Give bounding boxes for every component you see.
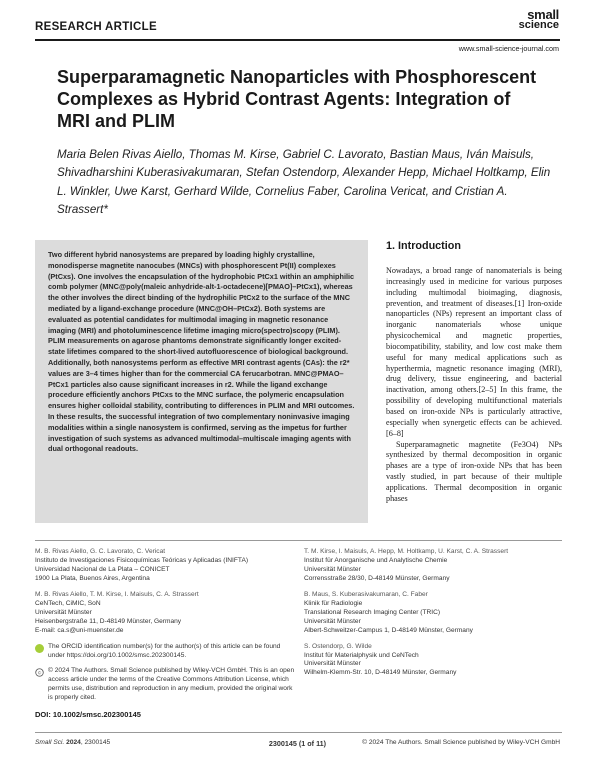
affiliation-block — [304, 548, 564, 584]
footer-year: 2024 — [66, 739, 81, 746]
affiliation-line: Universität Münster — [304, 660, 361, 668]
footer-citation: Small Sci. 2024, 2300145 — [35, 739, 111, 746]
affiliation-authors: T. M. Kirse, I. Maisuls, A. Hepp, M. Holtkamp, U. Karst, C. A. Strassert — [304, 548, 509, 555]
journal-logo-line2: science — [518, 19, 559, 31]
affiliation-line: Universidad Nacional de La Plata – CONICET — [35, 565, 170, 573]
affiliation-line: CeNTech, CiMIC, SoN — [35, 599, 101, 607]
footer-article-number: 2300145 — [84, 739, 111, 746]
abstract-box — [35, 240, 368, 523]
affiliation-authors: B. Maus, S. Kuberasivakumaran, C. Faber — [304, 590, 428, 598]
affiliation-block — [304, 643, 564, 679]
abstract-text: Two different hybrid nanosystems are prepared by loading highly crystalline, monodisperse magnetite nanocubes (MNCs) with phosphorescent Pt(II) complexes (PtCxs). One involves the encapsulation of the hydrophobic PtCx1 within an amphiphilic comb polymer (MNC@poly(maleic anhydride-alt-1-octadecene)[PMAO]–PtCx1), whereas the other involves the direct binding of the hydrophilic PtCx2 to the surface of the MNC mediated by a ligand-exchange procedure (MNC@OH–PtCx2). Both systems are evaluated as potential candidates for multimodal imaging in magnetic resonance imaging (MRI) and photoluminescence lifetime imaging micro(spectro)scopy (PLIM). PLIM measurements on agarose phantoms demonstrate significantly longer excited-state lifetimes compared to the short-lived autofluorescence of biological background. Additionally, both nanosystems perform as effective MRI contrast agents (CAs): the r2* values are 3–4 times higher than for the commercial CA ferucarbotran. MNC@PMAO–PtCx1 particles also cause significant increases in r2. While the ligand exchange procedure efficiently anchors PtCxs to the MNC surface, the polymeric encapsulation ensures higher colloidal stability, contributing to differences in PLIM and MRI outcomes. In these results, the successful integration of two complementary noninvasive imaging modalities within a single nanosystem is confirmed, serving as the impetus for further investigation of such systems as advanced multimodal–multiscale imaging agents with dual orthogonal readouts. — [48, 250, 355, 454]
journal-url-link[interactable]: www.small-science-journal.com — [458, 44, 559, 53]
orcid-note — [35, 643, 297, 661]
affiliation-block — [35, 548, 297, 584]
introduction-body — [386, 266, 562, 505]
introduction-heading: 1. Introduction — [386, 240, 461, 252]
footer-rule — [35, 732, 562, 733]
header-rule — [35, 39, 560, 41]
affiliation-line: Universität Münster — [304, 565, 361, 573]
affiliation-line: Institut für Materialphysik und CeNTech — [304, 651, 419, 659]
affiliation-line: Corrensstraße 28/30, D-48149 Münster, Germany — [304, 574, 450, 582]
orcid-icon — [35, 644, 44, 653]
footer-page-number: 2300145 (1 of 11) — [268, 739, 327, 748]
open-access-icon — [35, 668, 44, 677]
affiliation-line: Wilhelm-Klemm-Str. 10, D-48149 Münster, Germany — [304, 669, 457, 677]
article-title: Superparamagnetic Nanoparticles with Phosphorescent Complexes as Hybrid Contrast Agents: Integration of MRI and PLIM — [57, 67, 537, 131]
affiliation-line: Translational Research Imaging Center (TRIC) — [304, 608, 441, 616]
affiliation-block — [304, 591, 564, 636]
license-note-text: © 2024 The Authors. Small Science published by Wiley-VCH GmbH. This is an open access article under the terms of the Creative Commons Attribution License, which permits use, distribution and reproduction in any medium, provided the original work is properly cited. — [48, 667, 295, 702]
affiliation-line: Institut für Anorganische und Analytische Chemie — [304, 556, 448, 564]
journal-logo-line1: small — [527, 7, 559, 22]
affiliation-authors: M. B. Rivas Aiello, G. C. Lavorato, C. Vericat — [35, 548, 166, 555]
affiliation-line: Instituto de Investigaciones Fisicoquímicas Teóricas y Aplicadas (INIFTA) — [35, 556, 249, 564]
affiliation-authors: M. B. Rivas Aiello, T. M. Kirse, I. Maisuls, C. A. Strassert — [35, 590, 199, 598]
svg-text:©: © — [37, 670, 42, 676]
article-type-label: RESEARCH ARTICLE — [35, 21, 157, 33]
affiliation-line: Universität Münster — [304, 617, 361, 625]
affiliation-line: Universität Münster — [35, 608, 92, 616]
author-list: Maria Belen Rivas Aiello, Thomas M. Kirse, Gabriel C. Lavorato, Bastian Maus, Iván Maisuls, Shivadharshini Kuberasivakumaran, Stefan Ostendorp, Alexander Hepp, Michael Holtkamp, Elin L. Winkler, Uwe Karst, Gerhard Wilde, Cornelius Faber, Carolina Vericat, and Cristian A. Strassert* — [57, 148, 551, 216]
contact-email-link[interactable]: E-mail: ca.s@uni-muenster.de — [35, 626, 124, 634]
license-note — [35, 667, 297, 703]
journal-logo — [519, 8, 559, 31]
affiliation-line: Heisenbergstraße 11, D-48149 Münster, Germany — [35, 617, 182, 625]
footer-journal: Small Sci. — [35, 739, 65, 746]
orcid-note-text[interactable]: The ORCID identification number(s) for the author(s) of this article can be found under https://doi.org/10.1002/smsc.202300145. — [48, 642, 281, 659]
affiliation-line: Albert-Schweitzer-Campus 1, D-48149 Münster, Germany — [304, 626, 473, 634]
affiliation-line: Klinik für Radiologie — [304, 599, 363, 607]
affiliations-divider — [35, 540, 562, 541]
affiliations-left-column — [35, 548, 297, 720]
introduction-paragraph-2: Superparamagnetic magnetite (Fe3O4) NPs synthesized by thermal decomposition in organic phases are a type of iron-oxide NPs that has been vastly studied, in part because of their multiple applications. Thermal decomposition in organic phases — [386, 439, 562, 503]
footer-copyright: © 2024 The Authors. Small Science published by Wiley-VCH GmbH — [362, 739, 560, 746]
doi-label[interactable]: DOI: 10.1002/smsc.202300145 — [35, 710, 141, 720]
affiliation-authors: S. Ostendorp, G. Wilde — [304, 642, 372, 650]
affiliations-right-column — [304, 548, 564, 685]
affiliation-block — [35, 591, 297, 636]
affiliation-line: 1900 La Plata, Buenos Aires, Argentina — [35, 574, 150, 582]
introduction-paragraph-1: Nowadays, a broad range of nanomaterials is being increasingly used in medicine for various purposes including multimodal bioimaging, diagnosis, prevention, and treatment of diseases.[1] Iron-oxide nanoparticles (NPs) represent an important class of inorganic nanomaterials whose unique physicochemical and magnetic properties, biocompatibility, stability, and low cost make them useful for many medical applications such as hyperthermia, magnetic resonance imaging (MRI), drug delivery, tissue engineering, and bacterial inactivation, among others.[2–5] In this frame, the possibility of developing multifunctional materials based on iron-oxide NPs is particularly attractive, especially when synergetic effects can be achieved.[6–8] — [386, 266, 562, 438]
